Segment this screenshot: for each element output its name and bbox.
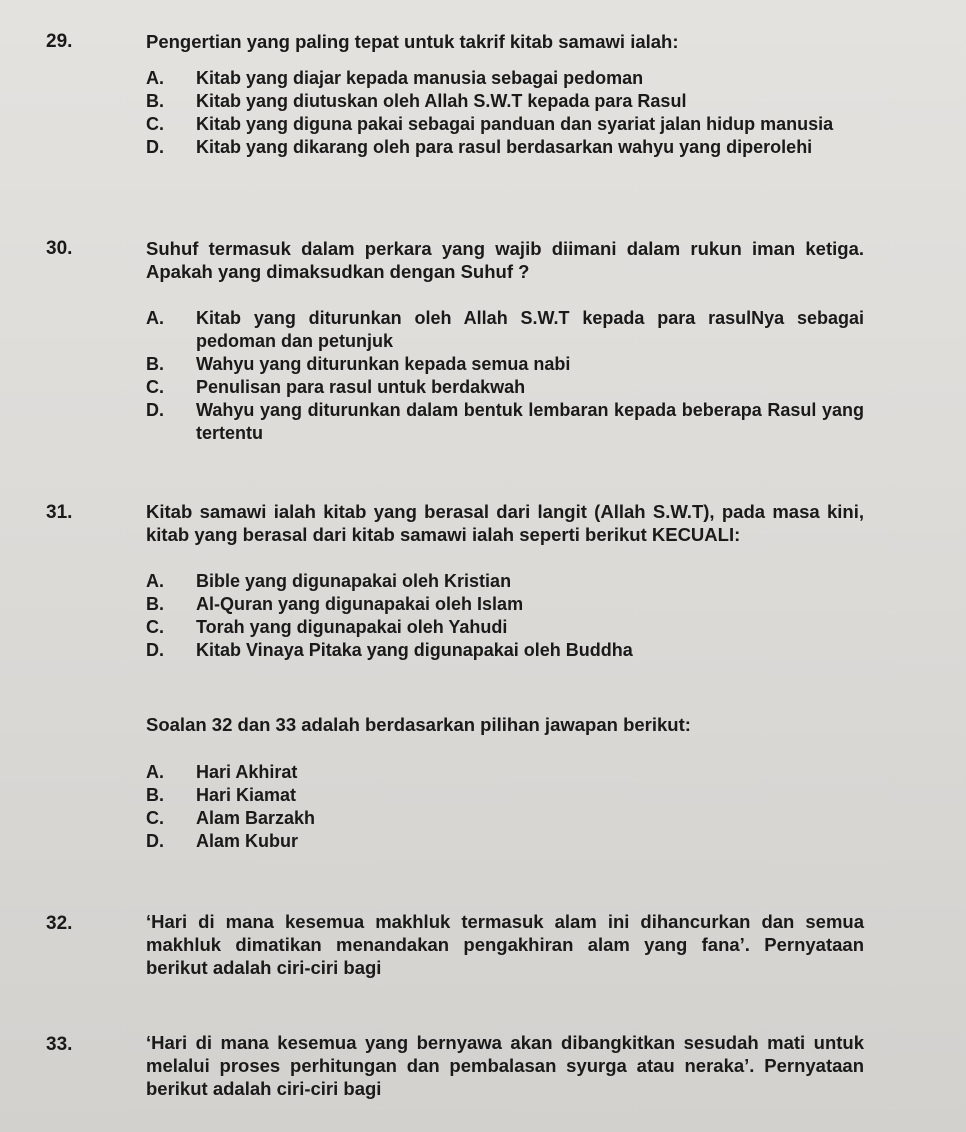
option-letter: B.: [146, 91, 164, 111]
option-letter: B.: [146, 785, 164, 805]
option-d: [146, 830, 864, 853]
option-letter: C.: [146, 377, 164, 397]
option-text: Kitab yang diajar kepada manusia sebagai pedoman: [196, 68, 644, 88]
option-letter: C.: [146, 808, 164, 828]
question-text-end: :: [734, 524, 741, 545]
option-text: Torah yang digunapakai oleh Yahudi: [196, 617, 508, 637]
option-c: [146, 807, 864, 830]
option-a: [146, 67, 864, 90]
option-d: [146, 136, 864, 159]
option-letter: B.: [146, 354, 164, 374]
question-number: 33.: [46, 1034, 73, 1055]
question-text: [146, 500, 864, 546]
question-text-main: Kitab samawi ialah kitab yang berasal dari langit (Allah S.W.T), pada masa kini, kitab yang berasal dari kitab samawi ialah seperti berikut: [146, 501, 864, 545]
question-number: 29.: [46, 31, 73, 52]
option-text: Hari Akhirat: [196, 762, 298, 782]
option-text: Bible yang digunapakai oleh Kristian: [196, 571, 512, 591]
option-c: [146, 113, 864, 136]
option-letter: A.: [146, 762, 164, 782]
option-text: Kitab yang diguna pakai sebagai panduan dan syariat jalan hidup manusia: [196, 114, 834, 134]
option-c: [146, 616, 864, 639]
option-list: [146, 67, 864, 159]
option-letter: A.: [146, 571, 164, 591]
option-text: Alam Barzakh: [196, 808, 316, 828]
option-d: [146, 639, 864, 662]
shared-option-list: [146, 761, 864, 853]
option-text: Al-Quran yang digunapakai oleh Islam: [196, 594, 524, 614]
question-number: 32.: [46, 913, 73, 934]
question-text: ‘Hari di mana kesemua yang bernyawa akan dibangkitkan sesudah mati untuk melalui proses perhitungan dan pembalasan syurga atau neraka’. Pernyataan berikut adalah ciri-ciri bagi: [146, 1032, 864, 1099]
option-c: [146, 376, 864, 399]
question-text: Suhuf termasuk dalam perkara yang wajib diimani dalam rukun iman ketiga. Apakah yang dimaksudkan dengan Suhuf ?: [146, 238, 864, 282]
option-b: [146, 353, 864, 376]
option-letter: D.: [146, 831, 164, 851]
option-text: Kitab yang dikarang oleh para rasul berdasarkan wahyu yang diperolehi: [196, 137, 813, 157]
option-b: [146, 90, 864, 113]
option-text: Kitab Vinaya Pitaka yang digunapakai oleh Buddha: [196, 640, 633, 660]
option-letter: C.: [146, 617, 164, 637]
question-emphasis: KECUALI: [651, 524, 735, 545]
option-a: [146, 761, 864, 784]
option-b: [146, 593, 864, 616]
question-text: Pengertian yang paling tepat untuk takrif kitab samawi ialah:: [146, 31, 679, 52]
option-b: [146, 784, 864, 807]
option-text: Hari Kiamat: [196, 785, 297, 805]
option-text: Penulisan para rasul untuk berdakwah: [196, 377, 526, 397]
option-text: Wahyu yang diturunkan kepada semua nabi: [196, 354, 571, 374]
option-list: [146, 307, 864, 445]
option-letter: D.: [146, 400, 164, 420]
question-number: 30.: [46, 238, 73, 259]
option-letter: D.: [146, 640, 164, 660]
option-d: [146, 399, 864, 445]
option-a: [146, 307, 864, 353]
option-text: Kitab yang diturunkan oleh Allah S.W.T kepada para rasulNya sebagai pedoman dan petunjuk: [196, 308, 864, 351]
shared-block-intro: Soalan 32 dan 33 adalah berdasarkan pilihan jawapan berikut:: [146, 714, 691, 735]
option-letter: A.: [146, 68, 164, 88]
option-letter: A.: [146, 308, 164, 328]
option-letter: B.: [146, 594, 164, 614]
option-a: [146, 570, 864, 593]
question-number: 31.: [46, 502, 73, 523]
option-text: Alam Kubur: [196, 831, 299, 851]
option-list: [146, 570, 864, 662]
question-text: ‘Hari di mana kesemua makhluk termasuk alam ini dihancurkan dan semua makhluk dimatikan menandakan pengakhiran alam yang fana’. Pernyataan berikut adalah ciri-ciri bagi: [146, 911, 864, 978]
option-letter: D.: [146, 137, 164, 157]
option-letter: C.: [146, 114, 164, 134]
option-text: Wahyu yang diturunkan dalam bentuk lembaran kepada beberapa Rasul yang tertentu: [196, 400, 864, 443]
option-text: Kitab yang diutuskan oleh Allah S.W.T kepada para Rasul: [196, 91, 687, 111]
